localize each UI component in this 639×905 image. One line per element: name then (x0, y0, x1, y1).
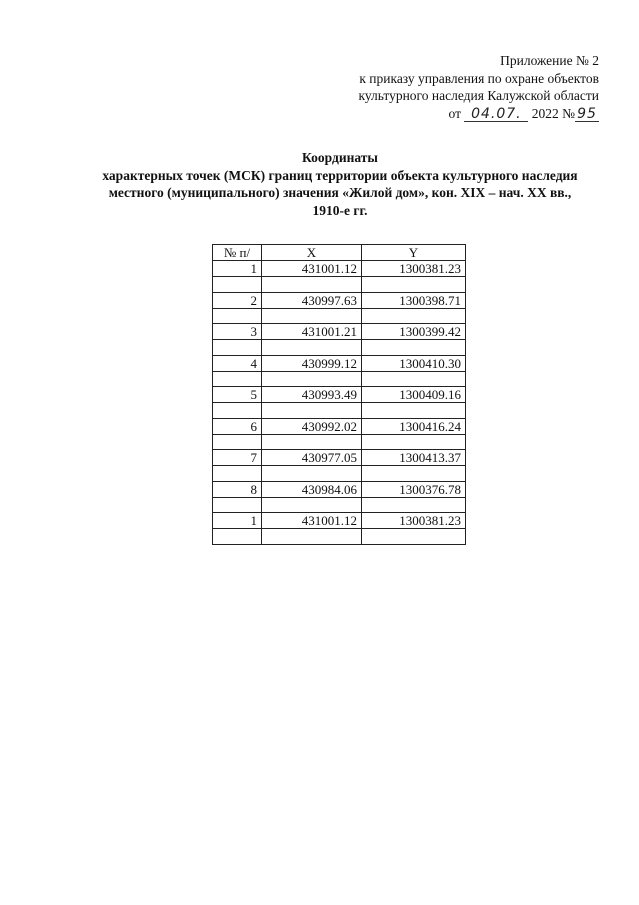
empty-cell (262, 308, 362, 324)
empty-cell (362, 340, 466, 356)
date-prefix: от (448, 105, 461, 121)
table-spacer-row (213, 308, 466, 324)
cell-x: 430992.02 (262, 418, 362, 434)
cell-x: 430999.12 (262, 355, 362, 371)
cell-y: 1300413.37 (362, 450, 466, 466)
date-field (464, 107, 528, 122)
cell-number: 8 (213, 481, 262, 497)
cell-number: 4 (213, 355, 262, 371)
empty-cell (262, 434, 362, 450)
cell-number: 7 (213, 450, 262, 466)
empty-cell (362, 403, 466, 419)
empty-cell (213, 403, 262, 419)
year-label: 2022 № (531, 105, 575, 121)
table-row (213, 324, 466, 340)
cell-y: 1300416.24 (362, 418, 466, 434)
table-row (213, 261, 466, 277)
header-x: X (262, 245, 362, 261)
empty-cell (213, 434, 262, 450)
cell-x: 430997.63 (262, 292, 362, 308)
empty-cell (362, 277, 466, 293)
table-spacer-row (213, 466, 466, 482)
empty-cell (213, 371, 262, 387)
header-y: Y (362, 245, 466, 261)
empty-cell (362, 466, 466, 482)
table-spacer-row (213, 403, 466, 419)
cell-number: 2 (213, 292, 262, 308)
annex-authority: культурного наследия Калужской области (358, 88, 599, 103)
empty-cell (213, 466, 262, 482)
table-row (213, 513, 466, 529)
table-spacer-row (213, 277, 466, 293)
cell-x: 430984.06 (262, 481, 362, 497)
heading-line-2: характерных точек (МСК) границ территории объекта культурного наследия (102, 167, 578, 183)
cell-y: 1300381.23 (362, 513, 466, 529)
empty-cell (213, 497, 262, 513)
table-row (213, 355, 466, 371)
cell-x: 431001.12 (262, 513, 362, 529)
empty-cell (262, 529, 362, 545)
cell-x: 430977.05 (262, 450, 362, 466)
cell-number: 6 (213, 418, 262, 434)
cell-y: 1300399.42 (362, 324, 466, 340)
table-row (213, 450, 466, 466)
cell-y: 1300398.71 (362, 292, 466, 308)
cell-number: 1 (213, 513, 262, 529)
table-header-row (213, 245, 466, 261)
cell-y: 1300376.78 (362, 481, 466, 497)
heading-line-3: местного (муниципального) значения «Жилой дом», кон. XIX – нач. XX вв., (108, 185, 572, 200)
annex-date-line (279, 105, 599, 123)
handwritten-number: 95 (577, 105, 597, 122)
table-spacer-row (213, 434, 466, 450)
cell-number: 1 (213, 261, 262, 277)
table-spacer-row (213, 529, 466, 545)
empty-cell (362, 371, 466, 387)
table-body (213, 261, 466, 545)
empty-cell (262, 497, 362, 513)
document-heading (60, 149, 620, 219)
cell-number: 5 (213, 387, 262, 403)
heading-line-4: 1910-е гг. (312, 202, 368, 218)
empty-cell (362, 529, 466, 545)
empty-cell (213, 308, 262, 324)
table-row (213, 481, 466, 497)
cell-y: 1300409.16 (362, 387, 466, 403)
cell-number: 3 (213, 324, 262, 340)
cell-x: 431001.21 (262, 324, 362, 340)
annex-block (279, 52, 599, 122)
empty-cell (213, 340, 262, 356)
number-field (575, 107, 599, 122)
empty-cell (362, 434, 466, 450)
annex-order-ref: к приказу управления по охране объектов (359, 70, 599, 86)
cell-y: 1300381.23 (362, 261, 466, 277)
heading-title: Координаты (302, 150, 378, 165)
table-row (213, 418, 466, 434)
empty-cell (213, 277, 262, 293)
coordinates-table (212, 244, 466, 545)
handwritten-date: 04.07. (471, 105, 522, 122)
table-row (213, 387, 466, 403)
empty-cell (362, 497, 466, 513)
header-number: № п/ (213, 245, 262, 261)
cell-y: 1300410.30 (362, 355, 466, 371)
cell-x: 430993.49 (262, 387, 362, 403)
annex-title: Приложение № 2 (500, 53, 599, 68)
table-spacer-row (213, 371, 466, 387)
table-spacer-row (213, 497, 466, 513)
empty-cell (262, 403, 362, 419)
cell-x: 431001.12 (262, 261, 362, 277)
table-row (213, 292, 466, 308)
empty-cell (213, 529, 262, 545)
table-spacer-row (213, 340, 466, 356)
empty-cell (262, 340, 362, 356)
empty-cell (262, 277, 362, 293)
empty-cell (262, 371, 362, 387)
empty-cell (262, 466, 362, 482)
empty-cell (362, 308, 466, 324)
